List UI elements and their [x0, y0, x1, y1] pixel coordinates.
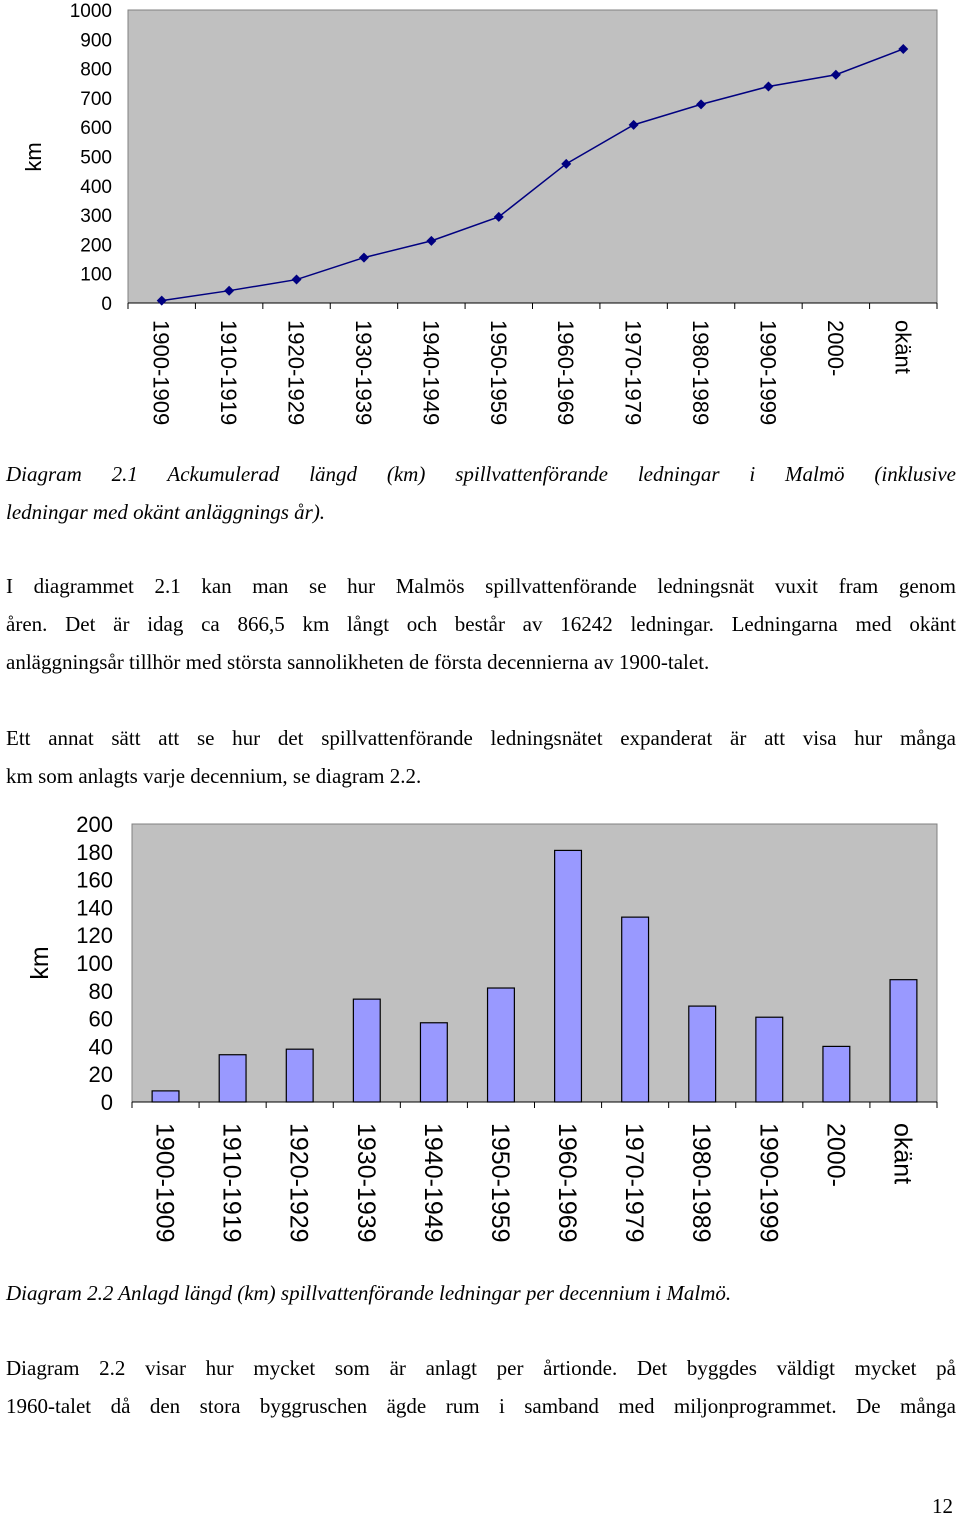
x-tick-label: 1970-1979	[620, 1123, 649, 1243]
y-axis-label: km	[21, 142, 46, 172]
x-tick-label: 1940-1949	[418, 1123, 447, 1243]
y-tick-label: 900	[80, 30, 112, 52]
paragraph-1-line-3: anläggningsår tillhör med största sannolikheten de första decennierna av 1900-talet.	[6, 650, 710, 674]
y-tick-label: 0	[100, 1090, 113, 1115]
y-tick-label: 80	[88, 978, 113, 1004]
x-tick-label: 1930-1939	[351, 1123, 380, 1243]
y-tick-label: 160	[76, 867, 113, 893]
y-tick-label: 40	[88, 1034, 113, 1060]
x-tick-label: 1990-1999	[754, 1123, 783, 1243]
x-tick-label: okänt	[888, 1123, 917, 1185]
x-tick-label: 1960-1969	[553, 320, 579, 426]
bar	[152, 1091, 179, 1102]
y-tick-label: 600	[80, 118, 112, 140]
caption-diagram-2-1-line-1: Diagram 2.1 Ackumulerad längd (km) spillvattenförande ledningar i Malmö (inklusive	[6, 462, 956, 486]
paragraph-2-line-1: Ett annat sätt att se hur det spillvattenförande ledningsnätet expanderat är att visa hur många	[6, 726, 956, 750]
x-tick-label: 1960-1969	[553, 1123, 582, 1243]
x-tick-label: 1950-1959	[485, 320, 511, 426]
x-tick-label: 1900-1909	[148, 320, 174, 426]
bar	[689, 1006, 716, 1102]
bar	[890, 980, 917, 1102]
x-tick-label: 1980-1989	[687, 1123, 716, 1243]
paragraph-1-line-2: åren. Det är idag ca 866,5 km långt och består av 16242 ledningar. Ledningarna med okänt	[6, 612, 956, 636]
bar-chart-length-per-decade	[0, 800, 960, 1270]
x-tick-label: 1930-1939	[350, 320, 376, 426]
x-tick-label: 1950-1959	[485, 1123, 514, 1243]
bar	[353, 999, 380, 1102]
x-tick-label: 1910-1919	[217, 1123, 246, 1243]
y-tick-label: 140	[76, 895, 113, 921]
y-tick-label: 500	[80, 147, 112, 169]
bar	[555, 850, 582, 1102]
bar	[286, 1049, 313, 1102]
paragraph-3-line-1: Diagram 2.2 visar hur mycket som är anlagt per årtionde. Det byggdes väldigt mycket på	[6, 1356, 956, 1380]
x-tick-label: 2000-	[821, 1123, 850, 1187]
bar	[219, 1055, 246, 1102]
y-tick-label: 400	[80, 176, 112, 198]
bar	[756, 1017, 783, 1102]
y-tick-label: 120	[76, 923, 113, 949]
bar	[420, 1023, 447, 1102]
x-tick-label: 1990-1999	[755, 320, 781, 426]
bar	[488, 988, 515, 1102]
y-tick-label: 180	[76, 839, 113, 865]
y-tick-label: 20	[88, 1062, 113, 1088]
y-tick-label: 200	[76, 812, 113, 837]
x-tick-label: 1920-1929	[284, 1123, 313, 1243]
caption-diagram-2-2: Diagram 2.2 Anlagd längd (km) spillvattenförande ledningar per decennium i Malmö.	[6, 1281, 732, 1305]
y-tick-label: 300	[80, 206, 112, 228]
x-tick-label: 1900-1909	[150, 1123, 179, 1243]
x-tick-label: 1920-1929	[283, 320, 309, 426]
y-tick-label: 200	[80, 235, 112, 257]
y-axis-label: km	[26, 946, 54, 980]
bar	[823, 1046, 850, 1102]
paragraph-3-line-2: 1960-talet då den stora byggruschen ägde rum i samband med miljonprogrammet. De många	[6, 1394, 956, 1418]
y-tick-label: 1000	[69, 1, 112, 22]
caption-diagram-2-1-line-2: ledningar med okänt anläggnings år).	[6, 500, 326, 524]
y-tick-label: 700	[80, 88, 112, 110]
page-number: 12	[932, 1494, 953, 1518]
line-chart-cumulative-length	[0, 0, 960, 440]
y-tick-label: 0	[101, 294, 112, 315]
y-tick-label: 100	[76, 951, 113, 976]
plot-area	[132, 824, 937, 1102]
x-tick-label: 2000-	[822, 320, 848, 377]
x-tick-label: 1980-1989	[688, 320, 714, 426]
x-tick-label: 1940-1949	[418, 320, 444, 426]
plot-area	[128, 10, 937, 303]
bar	[622, 917, 649, 1102]
x-tick-label: 1910-1919	[216, 320, 242, 426]
paragraph-1-line-1: I diagrammet 2.1 kan man se hur Malmös spillvattenförande ledningsnät vuxit fram genom	[6, 574, 956, 598]
y-tick-label: 100	[80, 264, 112, 286]
y-tick-label: 60	[88, 1006, 113, 1032]
x-tick-label: okänt	[890, 320, 916, 374]
y-tick-label: 800	[80, 59, 112, 81]
paragraph-2-line-2: km som anlagts varje decennium, se diagram 2.2.	[6, 764, 422, 788]
x-tick-label: 1970-1979	[620, 320, 646, 426]
